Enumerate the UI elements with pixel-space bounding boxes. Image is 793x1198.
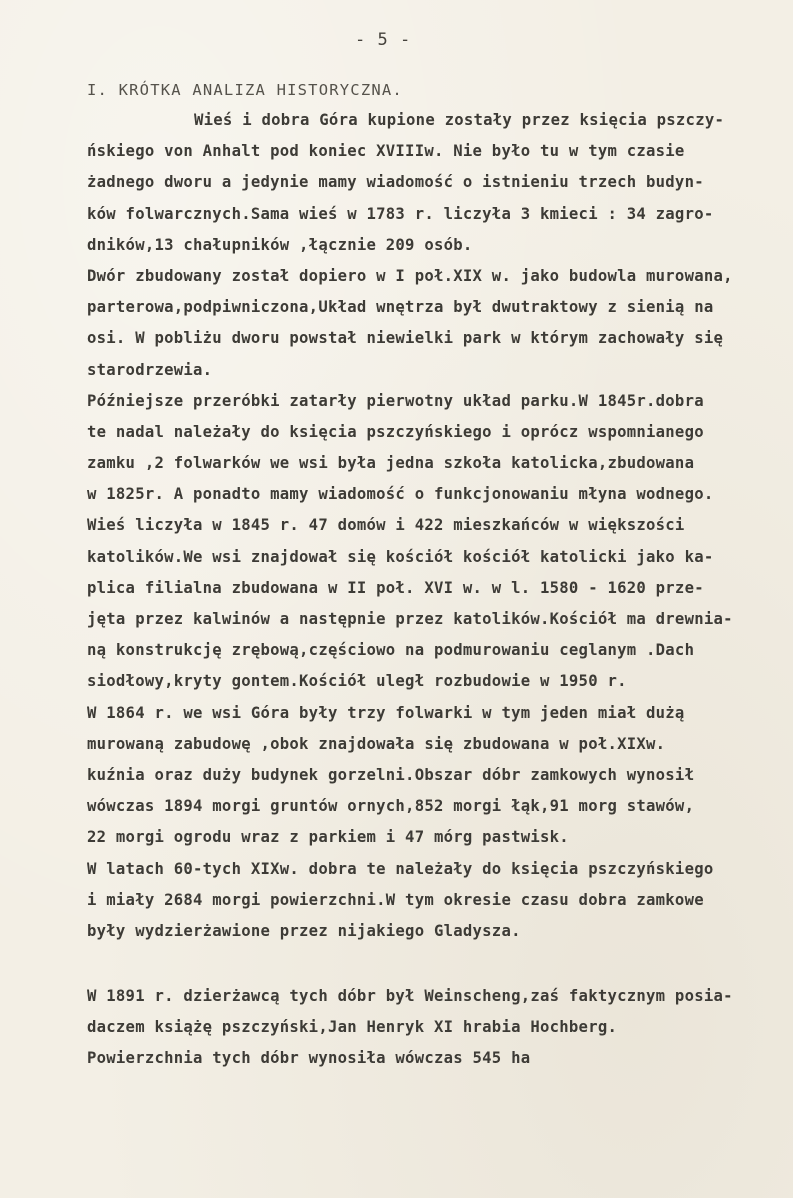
text-line: 22 morgi ogrodu wraz z parkiem i 47 mórg pastwisk.	[87, 828, 569, 847]
text-line: murowaną zabudowę ,obok znajdowała się zbudowana w poł.XIXw.	[87, 734, 666, 753]
text-line: Późniejsze przeróbki zatarły pierwotny układ parku.W 1845r.dobra	[87, 391, 704, 410]
text-line: W latach 60-tych XIXw. dobra te należały do księcia pszczyńskiego	[87, 859, 714, 878]
text-line: siodłowy,kryty gontem.Kościół uległ rozbudowie w 1950 r.	[87, 672, 627, 691]
text-line: Dwór zbudowany został dopiero w I poł.XIX w. jako budowla murowana,	[87, 266, 733, 285]
paragraph-gap	[87, 947, 777, 981]
page-number: - 5 -	[355, 30, 412, 50]
text-line: W 1864 r. we wsi Góra były trzy folwarki w tym jeden miał dużą	[87, 703, 685, 722]
text-line: ną konstrukcję zrębową,częściowo na podmurowaniu ceglanym .Dach	[87, 641, 695, 660]
text-line: daczem książę pszczyński,Jan Henryk XI hrabia Hochberg.	[87, 1018, 618, 1037]
text-line: zamku ,2 folwarków we wsi była jedna szkoła katolicka,zbudowana	[87, 454, 695, 473]
text-line: Powierzchnia tych dóbr wynosiła wówczas 545 ha	[87, 1049, 531, 1068]
text-line: dników,13 chałupników ,łącznie 209 osób.	[87, 235, 473, 254]
text-line: jęta przez kalwinów a następnie przez katolików.Kościół ma drewnia-	[87, 610, 733, 628]
text-line: Wieś i dobra Góra kupione zostały przez księcia pszczy-	[194, 111, 725, 129]
body-text	[87, 105, 777, 1075]
text-line: ków folwarcznych.Sama wieś w 1783 r. liczyła 3 kmieci : 34 zagro-	[87, 204, 714, 223]
text-line: ńskiego von Anhalt pod koniec XVIIIw. Nie było tu w tym czasie	[87, 142, 685, 161]
text-line: wówczas 1894 morgi gruntów ornych,852 morgi łąk,91 morg stawów,	[87, 797, 695, 816]
text-line: były wydzierżawione przez nijakiego Gladysza.	[87, 921, 521, 940]
text-line: żadnego dworu a jedynie mamy wiadomość o istnieniu trzech budyn-	[87, 173, 704, 192]
text-line: osi. W pobliżu dworu powstał niewielki park w którym zachowały się	[87, 329, 724, 348]
text-line: i miały 2684 morgi powierzchni.W tym okresie czasu dobra zamkowe	[87, 890, 704, 909]
text-line: Wieś liczyła w 1845 r. 47 domów i 422 mieszkańców w większości	[87, 516, 685, 535]
text-line: W 1891 r. dzierżawcą tych dóbr był Weinscheng,zaś faktycznym posia-	[87, 987, 733, 1006]
text-line: te nadal należały do księcia pszczyńskiego i oprócz wspomnianego	[87, 422, 704, 441]
text-line: starodrzewia.	[87, 360, 213, 379]
text-line: plica filialna zbudowana w II poł. XVI w. w l. 1580 - 1620 prze-	[87, 578, 704, 597]
text-line: parterowa,podpiwniczona,Układ wnętrza był dwutraktowy z sienią na	[87, 298, 714, 317]
section-heading: I. KRÓTKA ANALIZA HISTORYCZNA.	[87, 81, 403, 99]
text-line: katolików.We wsi znajdował się kościół kościół katolicki jako ka-	[87, 547, 714, 566]
text-line: w 1825r. A ponadto mamy wiadomość o funkcjonowaniu młyna wodnego.	[87, 485, 714, 504]
text-line: kuźnia oraz duży budynek gorzelni.Obszar dóbr zamkowych wynosił	[87, 765, 695, 784]
